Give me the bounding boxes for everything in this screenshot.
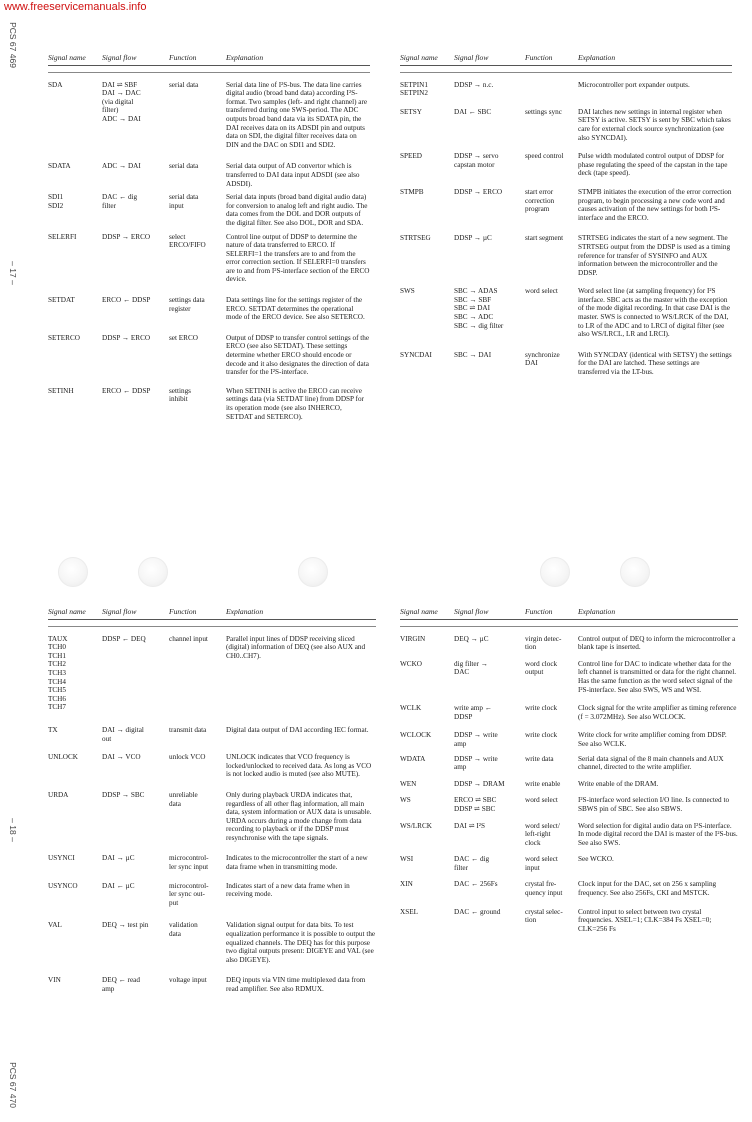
table-row — [400, 780, 738, 789]
header-explanation: Explanation — [226, 53, 264, 62]
signal-flow-cell: DDSP → SBC — [102, 790, 145, 799]
signal-name-cell: USYNCI — [48, 854, 75, 863]
function-cell: virgin detec- tion — [525, 634, 562, 652]
explanation-cell: I²S-interface word selection I/O line. Is connected to SBWS pin of SBC. See also SBWS. — [578, 796, 730, 813]
header-signal-name: Signal name — [400, 607, 438, 616]
function-cell: crystal selec- tion — [525, 907, 563, 925]
table-row — [400, 635, 738, 652]
explanation-cell: Microcontroller port expander outputs. — [578, 80, 690, 89]
signal-name-cell: VAL — [48, 921, 62, 930]
explanation-cell: Control output of DEQ to inform the microcontroller a blank tape is inserted. — [578, 634, 736, 652]
punch-hole — [138, 557, 168, 587]
doc-code-bottom: PCS 67 470 — [8, 1062, 18, 1108]
signal-flow-cell: SBC → ADAS SBC → SBF SBC ⇌ DAI SBC → ADC SBC → dig filter — [454, 287, 504, 330]
function-cell: serial data — [169, 80, 199, 89]
explanation-cell: Parallel input lines of DDSP receiving sliced (digital) information of DEQ (see also AUX and CH0..CH7). — [226, 634, 366, 660]
signal-name-cell: SDA — [48, 80, 63, 89]
signal-flow-cell: ERCO ⇌ SBC DDSP ⇌ SBC — [454, 796, 497, 813]
explanation-cell: STMPB initiates the execution of the error correction program, to begin processing a new code word and causes activation of the new settings for both I²S-interface and the ERCO. — [578, 187, 732, 222]
doc-code-top: PCS 67 469 — [8, 22, 18, 68]
function-cell: microcontrol- ler sync input — [169, 854, 209, 872]
explanation-cell: DEQ inputs via VIN time multiplexed data from read amplifier. See also RDMUX. — [226, 976, 366, 993]
signal-name-cell: SETERCO — [48, 333, 80, 342]
signal-name-cell: SDATA — [48, 162, 71, 171]
table-row — [400, 731, 738, 748]
signal-name-cell: TX — [48, 725, 58, 734]
table-row — [48, 81, 370, 150]
signal-flow-cell: DEQ → µC — [454, 634, 489, 643]
signal-flow-cell: DAI ← SBC — [454, 107, 492, 116]
table-row — [400, 234, 732, 277]
signal-flow-cell: DDSP → DRAM — [454, 779, 505, 788]
table-row — [48, 635, 376, 712]
header-explanation: Explanation — [578, 53, 616, 62]
signal-name-cell: SWS — [400, 287, 415, 296]
explanation-cell: DAI latches new settings in internal register when SETSY is active. SETSY is sent by SBC which takes care for external clock source synchronization (see also SYNCDAI). — [578, 107, 731, 142]
signal-name-cell: WS/LRCK — [400, 821, 432, 830]
table-row — [48, 334, 370, 377]
signal-name-cell: XIN — [400, 880, 413, 889]
table-row — [400, 81, 732, 98]
punch-hole — [620, 557, 650, 587]
header-function: Function — [525, 53, 553, 62]
signal-name-cell: WDATA — [400, 754, 426, 763]
explanation-cell: Write clock for write amplifier coming from DDSP. See also WCLK. — [578, 731, 727, 748]
punch-hole — [540, 557, 570, 587]
signal-flow-cell: ERCO ← DDSP — [102, 296, 151, 305]
signal-flow-cell: DDSP → write amp — [454, 731, 498, 748]
signal-flow-cell: SBC → DAI — [454, 350, 492, 359]
function-cell: set ERCO — [169, 333, 198, 342]
explanation-cell: Digital data output of DAI according IEC format. — [226, 725, 369, 734]
signal-flow-cell: DAI ⇌ SBF DAI → DAC (via digital filter) ADC → DAI — [102, 80, 141, 123]
function-cell: transmit data — [169, 725, 207, 734]
explanation-cell: UNLOCK indicates that VCO frequency is locked/unlocked to received data. As long as VCO is not locked audio is muted (see also MUTE). — [226, 753, 372, 779]
explanation-cell: Clock input for the DAC, set on 256 x sampling frequency. See also 256Fs, CKI and MSTCK. — [578, 880, 717, 898]
function-cell: serial data input — [169, 193, 199, 210]
explanation-cell: When SETINH is active the ERCO can receive settings data (via SETDAT line) from DDSP for its operation mode (see also INHERCO, SETDAT and SETERCO). — [226, 386, 364, 421]
table-row — [400, 108, 732, 142]
header-signal-name: Signal name — [48, 607, 86, 616]
signal-table-bottom-left — [48, 608, 376, 994]
signal-name-cell: UNLOCK — [48, 753, 78, 762]
table-row — [48, 753, 376, 779]
table-header — [48, 54, 370, 63]
header-explanation: Explanation — [578, 607, 616, 616]
explanation-cell: Validation signal output for data bits. To test equalization performance it is possible to output the equalized channels. The DEQ has for this purpose two digital outputs present: DIGEYE and VAL (see also DIGEYE). — [226, 921, 376, 964]
table-row — [48, 233, 370, 285]
function-cell: write clock — [525, 731, 558, 740]
explanation-cell: Serial data signal of the 8 main channels and AUX channel, directed to the write amplifier. — [578, 754, 724, 772]
table-header — [48, 608, 376, 617]
table-row — [48, 387, 370, 421]
table-row — [400, 188, 732, 222]
table-header — [400, 54, 732, 63]
function-cell: voltage input — [169, 976, 207, 985]
explanation-cell: Control line for DAC to indicate whether data for the left channel is transmitted or data for the right channel. Has the same function as the word select signal of the I²S-interface. See also SWS, WS and WSI. — [578, 659, 737, 694]
explanation-cell: STRTSEG indicates the start of a new segment. The STRTSEG output from the DDSP is used as a timing reference for transfer of SYSINFO and AUX information between the microcontroller and the DDSP. — [578, 234, 731, 277]
signal-name-cell: SETSY — [400, 107, 422, 116]
function-cell: validation data — [169, 921, 198, 939]
table-row — [48, 193, 370, 227]
table-row — [400, 351, 732, 377]
signal-name-cell: WCLOCK — [400, 731, 432, 740]
watermark-url[interactable]: www.freeservicemanuals.info — [4, 1, 147, 13]
explanation-cell: Pulse width modulated control output of DDSP for phase regulating the speed of the capstan in the tape deck (tape speed). — [578, 152, 728, 178]
signal-name-cell: VIN — [48, 976, 61, 985]
signal-name-cell: SETDAT — [48, 296, 75, 305]
signal-flow-cell: DAI ⇌ I²S — [454, 821, 485, 830]
function-cell: microcontrol- ler sync out- put — [169, 881, 209, 907]
function-cell — [525, 81, 578, 98]
signal-flow-cell: DAC ← 256Fs — [454, 880, 498, 889]
table-row — [400, 287, 732, 339]
explanation-cell: See WCKO. — [578, 855, 614, 864]
explanation-cell: Indicates start of a new data frame when in receiving mode. — [226, 881, 350, 899]
explanation-cell: With SYNCDAY (identical with SETSY) the settings for the DAI are latched. These settings are transferred via the LT-bus. — [578, 350, 732, 377]
signal-flow-cell: DDSP → ERCO — [102, 232, 151, 241]
function-cell: crystal fre- quency input — [525, 880, 563, 898]
signal-flow-cell: DAC ← ground — [454, 907, 501, 916]
signal-flow-cell: DDSP → ERCO — [454, 187, 503, 196]
explanation-cell: Indicates to the microcontroller the start of a new data frame when in transmitting mode. — [226, 854, 368, 872]
explanation-cell: Clock signal for the write amplifier as timing reference (f = 3.072MHz). See also WCLOCK. — [578, 704, 737, 721]
signal-flow-cell: write amp ← DDSP — [454, 704, 492, 721]
header-signal-name: Signal name — [48, 53, 86, 62]
header-rule-thin — [48, 72, 370, 73]
function-cell: select ERCO/FIFO — [169, 232, 206, 250]
signal-table-bottom-right — [400, 608, 738, 933]
function-cell: write data — [525, 754, 554, 763]
signal-flow-cell: ADC → DAI — [102, 162, 141, 171]
table-row — [400, 880, 738, 897]
table-row — [48, 882, 376, 908]
signal-name-cell: WCLK — [400, 704, 422, 713]
signal-flow-cell: DDSP ← DEQ — [102, 634, 146, 643]
function-cell: unreliable data — [169, 790, 198, 808]
header-rule-thin — [48, 626, 376, 627]
header-signal-name: Signal name — [400, 53, 438, 62]
signal-flow-cell: DAI → VCO — [102, 753, 141, 762]
signal-name-cell: WEN — [400, 779, 417, 788]
function-cell: channel input — [169, 634, 208, 643]
header-explanation: Explanation — [226, 607, 264, 616]
signal-name-cell: VIRGIN — [400, 634, 426, 643]
table-row — [48, 976, 376, 993]
punch-holes — [0, 553, 752, 593]
function-cell: unlock VCO — [169, 753, 206, 762]
signal-name-cell: WSI — [400, 855, 414, 864]
function-cell: start error correction program — [525, 187, 555, 214]
function-cell: word select — [525, 287, 558, 296]
signal-flow-cell: DDSP → servo capstan motor — [454, 152, 499, 169]
header-signal-flow: Signal flow — [102, 607, 137, 616]
signal-flow-cell: DDSP → µC — [454, 234, 492, 243]
table-row — [400, 855, 738, 872]
signal-name-cell: STRTSEG — [400, 234, 431, 243]
function-cell: write clock — [525, 704, 558, 713]
function-cell: settings data register — [169, 296, 205, 313]
explanation-cell: Output of DDSP to transfer control settings of the ERCO (see also SETDAT). These settings determine whether ERCO should encode or decode and it also designates the direction of data transfer for the I²S-interface. — [226, 333, 370, 377]
page-number-18: – 18 – — [8, 818, 18, 842]
function-cell: word select/ left-right clock — [525, 821, 560, 847]
header-rule-thin — [400, 626, 738, 627]
table-row — [400, 152, 732, 178]
header-signal-flow: Signal flow — [454, 607, 489, 616]
header-function: Function — [525, 607, 553, 616]
signal-name-cell: SYNCDAI — [400, 350, 432, 359]
page-number-17: – 17 – — [8, 261, 18, 285]
explanation-cell: Word selection for digital audio data on I²S-interface. In mode digital record the DAI is master of the I²S-bus. See also SWS. — [578, 821, 738, 847]
function-cell: write enable — [525, 779, 561, 788]
signal-name-cell: SETINH — [48, 386, 74, 395]
function-cell: synchronize DAI — [525, 350, 560, 368]
table-row — [400, 796, 738, 813]
signal-flow-cell: dig filter → DAC — [454, 659, 488, 677]
signal-flow-cell: DAI ← µC — [102, 881, 135, 890]
signal-flow-cell: DAI → digital out — [102, 725, 144, 743]
function-cell: speed control — [525, 152, 564, 161]
signal-flow-cell: DEQ ← read amp — [102, 976, 140, 993]
signal-name-cell: WS — [400, 796, 411, 805]
signal-flow-cell: DAI → µC — [102, 854, 135, 863]
table-header — [400, 608, 738, 617]
table-row — [48, 921, 376, 964]
signal-flow-cell: DAC ← dig filter — [102, 193, 138, 210]
signal-name-cell: SPEED — [400, 152, 422, 161]
function-cell: word select — [525, 796, 558, 805]
explanation-cell: Control input to select between two crystal frequencies. XSEL=1; CLK=384 Fs XSEL=0; CLK=256 Fs — [578, 907, 712, 933]
table-row — [48, 296, 370, 322]
header-rule — [400, 619, 738, 620]
explanation-cell: Serial data inputs (broad band digital audio data) for conversion to analog left and right audio. The data comes from the DOL and DOR outputs of the digital filter. See also DOL, DOR and SDA. — [226, 193, 368, 227]
header-signal-flow: Signal flow — [102, 53, 137, 62]
signal-name-cell: TAUX TCH0 TCH1 TCH2 TCH3 TCH4 TCH5 TCH6 TCH7 — [48, 634, 68, 712]
header-rule — [48, 619, 376, 620]
signal-name-cell: WCKO — [400, 659, 422, 668]
explanation-cell: Serial data line of I²S-bus. The data line carries digital audio (broad band data) according I²S-format. Two samples (left- and right channel) are transferred during one SWS-period. The ADC outputs broad band data via its SDATA pin, the DAI receives data on its ADSDI pin and outputs data on SDI, the digital filter receives data on DIN and the DAC on SDI1 and SDI2. — [226, 80, 368, 149]
explanation-cell: Serial data output of AD convertor which is transferred to DAI data input ADSDI (see also ADSDI). — [226, 162, 360, 188]
signal-flow-cell: DDSP → write amp — [454, 754, 498, 772]
explanation-cell: Write enable of the DRAM. — [578, 779, 659, 788]
function-cell: start segment — [525, 234, 564, 243]
explanation-cell: Word select line (at sampling frequency) for I²S interface. SBC acts as the master with the exception of the mode digital recording. In that case DAI is the master. SWS is connected to WS/LRCK of the DAI, to LR of the ADC and to LRCI of digital filter (see also WS/LRCL, LR and LRCI). — [578, 287, 730, 339]
header-rule-thin — [400, 72, 732, 73]
header-function: Function — [169, 607, 197, 616]
table-row — [48, 791, 376, 843]
header-signal-flow: Signal flow — [454, 53, 489, 62]
explanation-cell: Control line output of DDSP to determine the nature of data transferred to ERCO. If SELERFI=1 the transfers are to and from the error correction section. If SELERFI=0 transfers are to and from I²S-interface section of the ERCO device. — [226, 232, 370, 284]
explanation-cell: Only during playback URDA indicates that, regardless of all other flag information, all main data, system information or AUX data is unusable. URDA occurs during a mode change from data recording to playback or if the DDSP must resynchronise with the tape signals. — [226, 790, 372, 842]
function-cell: settings inhibit — [169, 386, 191, 404]
signal-name-cell: SDI1 SDI2 — [48, 193, 64, 210]
signal-flow-cell: DEQ → test pin — [102, 921, 149, 930]
signal-name-cell: STMPB — [400, 187, 424, 196]
punch-hole — [58, 557, 88, 587]
signal-name-cell: XSEL — [400, 907, 418, 916]
punch-hole — [298, 557, 328, 587]
function-cell: serial data — [169, 162, 199, 171]
function-cell: settings sync — [525, 107, 562, 116]
table-row — [48, 854, 376, 871]
table-row — [400, 704, 738, 721]
signal-name-cell: SETPIN1 SETPIN2 — [400, 80, 428, 98]
signal-name-cell: SELERFI — [48, 232, 77, 241]
table-row — [400, 660, 738, 694]
header-rule — [400, 65, 732, 66]
table-row — [400, 822, 738, 848]
function-cell: word select input — [525, 855, 558, 872]
signal-name-cell: USYNCO — [48, 881, 78, 890]
header-rule — [48, 65, 370, 66]
explanation-cell: Data settings line for the settings register of the ERCO. SETDAT determines the operational mode of the ERCO device. See also SETERCO. — [226, 296, 365, 322]
table-row — [48, 162, 370, 188]
signal-flow-cell: DDSP → n.c. — [454, 80, 494, 89]
table-row — [400, 908, 738, 934]
signal-table-top-right — [400, 54, 732, 377]
signal-flow-cell: ERCO ← DDSP — [102, 386, 151, 395]
signal-flow-cell: DAC ← dig filter — [454, 855, 490, 872]
table-row — [48, 726, 376, 743]
signal-table-top-left — [48, 54, 370, 421]
table-row — [400, 755, 738, 772]
signal-name-cell: URDA — [48, 790, 69, 799]
function-cell: word clock output — [525, 659, 558, 677]
signal-flow-cell: DDSP → ERCO — [102, 333, 151, 342]
header-function: Function — [169, 53, 197, 62]
